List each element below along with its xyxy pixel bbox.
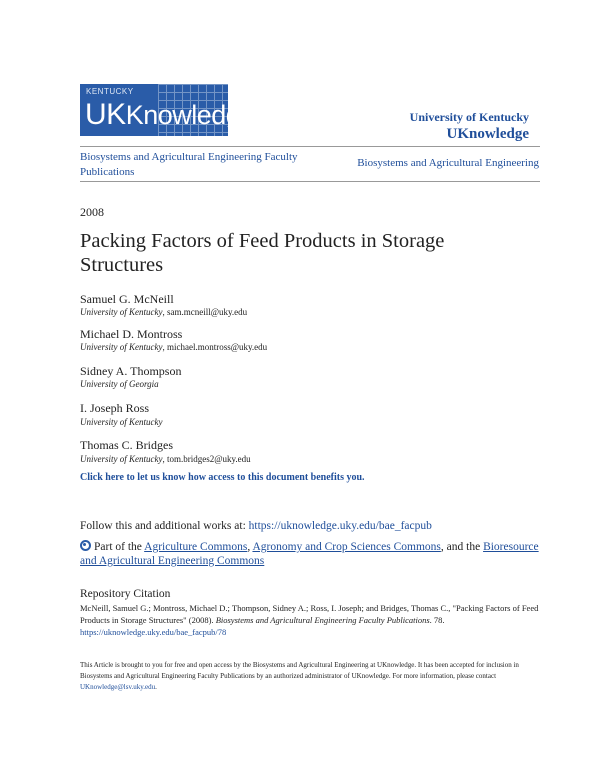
follow-prefix: Follow this and additional works at: bbox=[80, 520, 249, 532]
separator: , bbox=[247, 541, 253, 553]
repository-citation-heading: Repository Citation bbox=[80, 588, 171, 600]
repository-name[interactable]: UKnowledge bbox=[446, 126, 529, 142]
institution-name[interactable]: University of Kentucky bbox=[409, 110, 529, 124]
author-name: Samuel G. McNeill bbox=[80, 292, 174, 306]
footer-notice bbox=[80, 660, 520, 693]
author-name: I. Joseph Ross bbox=[80, 401, 150, 415]
author-affiliation bbox=[80, 342, 267, 352]
author-affiliation bbox=[80, 454, 251, 464]
uknowledge-logo[interactable] bbox=[80, 84, 255, 136]
citation-suffix: . 78. bbox=[429, 615, 445, 625]
agronomy-commons-link[interactable]: Agronomy and Crop Sciences Commons bbox=[252, 541, 441, 553]
affiliation-institution: University of Kentucky bbox=[80, 342, 163, 352]
affiliation-institution: University of Kentucky bbox=[80, 454, 163, 464]
bioresource-commons-link[interactable]: Bioresource and Agricultural Engineering Commons bbox=[80, 541, 539, 567]
logo-uk: UK bbox=[85, 98, 126, 131]
logo-rest: nowledge bbox=[143, 100, 255, 130]
separator: , and the bbox=[440, 541, 484, 553]
commons-network-icon bbox=[80, 540, 91, 551]
collection-link-department[interactable]: Biosystems and Agricultural Engineering bbox=[357, 157, 539, 169]
author-name: Thomas C. Bridges bbox=[80, 438, 173, 452]
author-affiliation bbox=[80, 307, 247, 317]
affiliation-institution: University of Kentucky bbox=[80, 307, 163, 317]
access-feedback-link[interactable]: Click here to let us know how access to this document benefits you. bbox=[80, 472, 365, 483]
author-name: Sidney A. Thompson bbox=[80, 364, 182, 378]
affiliation-institution: University of Georgia bbox=[80, 379, 159, 389]
author-email: , michael.montross@uky.edu bbox=[162, 342, 268, 352]
part-of-prefix: Part of the bbox=[94, 541, 145, 553]
citation-journal: Biosystems and Agricultural Engineering Faculty Publications bbox=[215, 615, 430, 625]
article-title: Packing Factors of Feed Products in Storage Structures bbox=[80, 230, 445, 276]
follow-line bbox=[80, 520, 432, 532]
collection-link-faculty-publications[interactable]: Biosystems and Agricultural Engineering Faculty Publications bbox=[80, 151, 298, 178]
affiliation-institution: University of Kentucky bbox=[80, 417, 163, 427]
agriculture-commons-link[interactable]: Agriculture Commons bbox=[144, 541, 248, 553]
part-of-line bbox=[80, 540, 550, 568]
footer-end: . bbox=[155, 683, 157, 691]
publication-year: 2008 bbox=[80, 205, 104, 219]
footer-text: This Article is brought to you for free and open access by the Biosystems and Agricultural Engineering at UKnowledge. It has been accepted for inclusion in Biosystems and Agricultural Engineering Faculty Publications by an authorized administrator of UKnowledge. For more information, please contact bbox=[80, 661, 519, 680]
author-affiliation bbox=[80, 379, 159, 389]
divider-bottom bbox=[80, 181, 540, 182]
institution-block bbox=[410, 110, 529, 143]
author-affiliation bbox=[80, 417, 162, 427]
divider-top bbox=[80, 146, 540, 147]
author-email: , tom.bridges2@uky.edu bbox=[162, 454, 251, 464]
follow-url-link[interactable]: https://uknowledge.uky.edu/bae_facpub bbox=[248, 520, 432, 532]
contact-email-link[interactable]: UKnowledge@lsv.uky.edu bbox=[80, 683, 156, 691]
author-name: Michael D. Montross bbox=[80, 327, 183, 341]
citation-url-link[interactable]: https://uknowledge.uky.edu/bae_facpub/78 bbox=[80, 627, 227, 637]
author-email: , sam.mcneill@uky.edu bbox=[162, 307, 248, 317]
logo-kentucky-text: KENTUCKY bbox=[86, 87, 134, 96]
citation-body: McNeill, Samuel G.; Montross, Michael D.; Thompson, Sidney A.; Ross, I. Joseph; and Bridges, Thomas C., "Packing Factors of Feed Products in Storage Structures" (2008). bbox=[80, 603, 539, 625]
repository-citation-text bbox=[80, 602, 540, 638]
logo-wordmark: UKKnowledge bbox=[85, 98, 255, 131]
